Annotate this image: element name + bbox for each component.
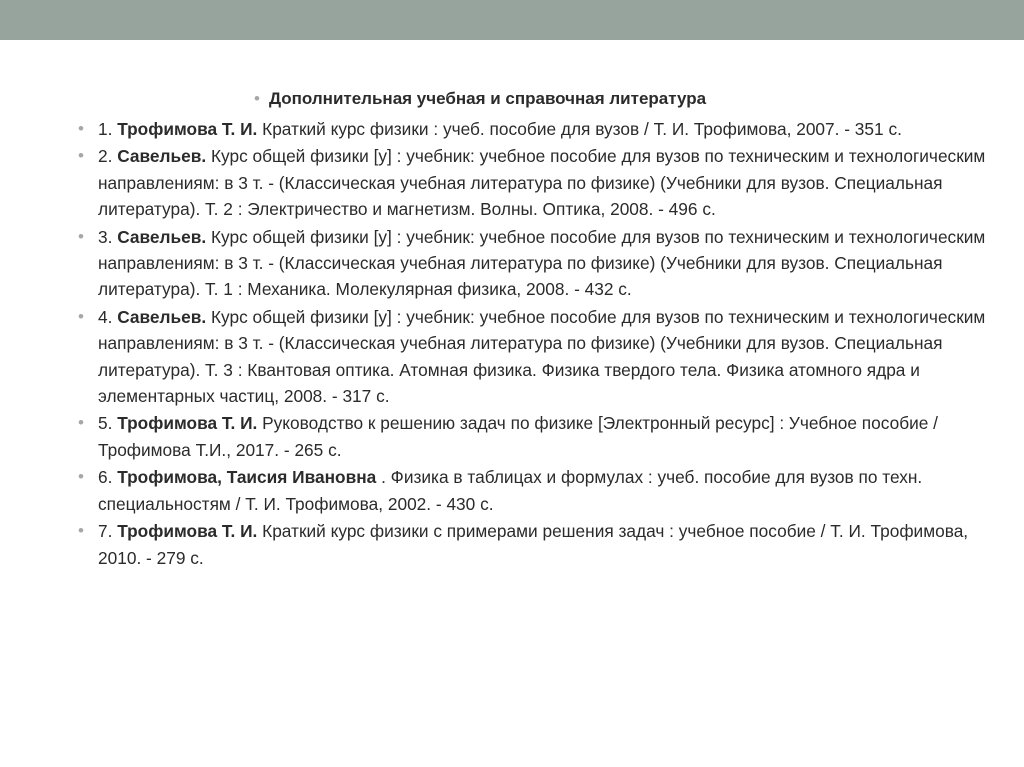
- bullet-icon: •: [78, 306, 84, 326]
- ref-author: Савельев.: [117, 226, 207, 247]
- reference-list: [78, 116, 1003, 572]
- reference-item: [78, 116, 1003, 142]
- ref-author: Трофимова Т. И.: [117, 413, 258, 434]
- ref-number: 1.: [98, 119, 118, 139]
- bullet-icon: •: [78, 467, 84, 487]
- ref-author: Трофимова Т. И.: [117, 521, 258, 542]
- ref-number: 4.: [98, 306, 118, 327]
- reference-item: [78, 304, 1003, 410]
- ref-text: Курс общей физики [у] : учебник: учебное пособие для вузов по техническим и технологическим направлениям: в 3 т. - (Классическая учебная литература по физике) (Учебники для вузов. Специальная литература). Т. 1 : Механика. Молекулярная физика, 2008. - 432 с.: [98, 226, 986, 300]
- bullet-icon: •: [78, 226, 84, 246]
- ref-text: Курс общей физики [у] : учебник: учебное пособие для вузов по техническим и технологическим направлениям: в 3 т. - (Классическая учебная литература по физике) (Учебники для вузов. Специальная литература). Т. 3 : Квантовая оптика. Атомная физика. Физика твердого тела. Физика атомного ядра и элементарных частиц, 2008. - 317 с.: [98, 306, 986, 407]
- ref-author: Трофимова Т. И.: [117, 119, 258, 139]
- bullet-icon: •: [254, 89, 260, 108]
- ref-text: . Физика в таблицах и формулах : учеб. пособие для вузов по техн. специальностям / Т. И. Трофимова, 2002. - 430 с.: [98, 467, 923, 514]
- ref-number: 7.: [98, 521, 118, 542]
- ref-text: Краткий курс физики : учеб. пособие для вузов / Т. И. Трофимова, 2007. - 351 с.: [257, 119, 902, 139]
- bullet-icon: •: [78, 119, 84, 138]
- ref-number: 6.: [98, 467, 118, 488]
- bullet-icon: •: [78, 521, 84, 541]
- ref-author: Савельев.: [117, 306, 207, 327]
- ref-text: Краткий курс физики с примерами решения задач : учебное пособие / Т. И. Трофимова, 2010. - 279 с.: [98, 521, 969, 568]
- bullet-icon: •: [78, 413, 84, 433]
- ref-text: Руководство к решению задач по физике [Электронный ресурс] : Учебное пособие / Трофимова Т.И., 2017. - 265 с.: [98, 413, 938, 460]
- reference-item: [78, 143, 1003, 222]
- reference-item: [78, 410, 1003, 463]
- ref-number: 5.: [98, 413, 118, 434]
- slide-heading: [254, 86, 706, 112]
- top-bar: [0, 0, 1024, 40]
- heading-text: Дополнительная учебная и справочная литература: [268, 89, 707, 108]
- ref-author: Савельев.: [117, 146, 207, 167]
- reference-item: [78, 224, 1003, 303]
- ref-number: 3.: [98, 226, 118, 247]
- ref-text: Курс общей физики [у] : учебник: учебное пособие для вузов по техническим и технологическим направлениям: в 3 т. - (Классическая учебная литература по физике) (Учебники для вузов. Специальная литература). Т. 2 : Электричество и магнетизм. Волны. Оптика, 2008. - 496 с.: [98, 146, 986, 220]
- ref-author: Трофимова, Таисия Ивановна: [117, 467, 377, 488]
- bullet-icon: •: [78, 146, 84, 166]
- reference-item: [78, 464, 1003, 517]
- reference-item: [78, 518, 1003, 571]
- ref-number: 2.: [98, 146, 118, 167]
